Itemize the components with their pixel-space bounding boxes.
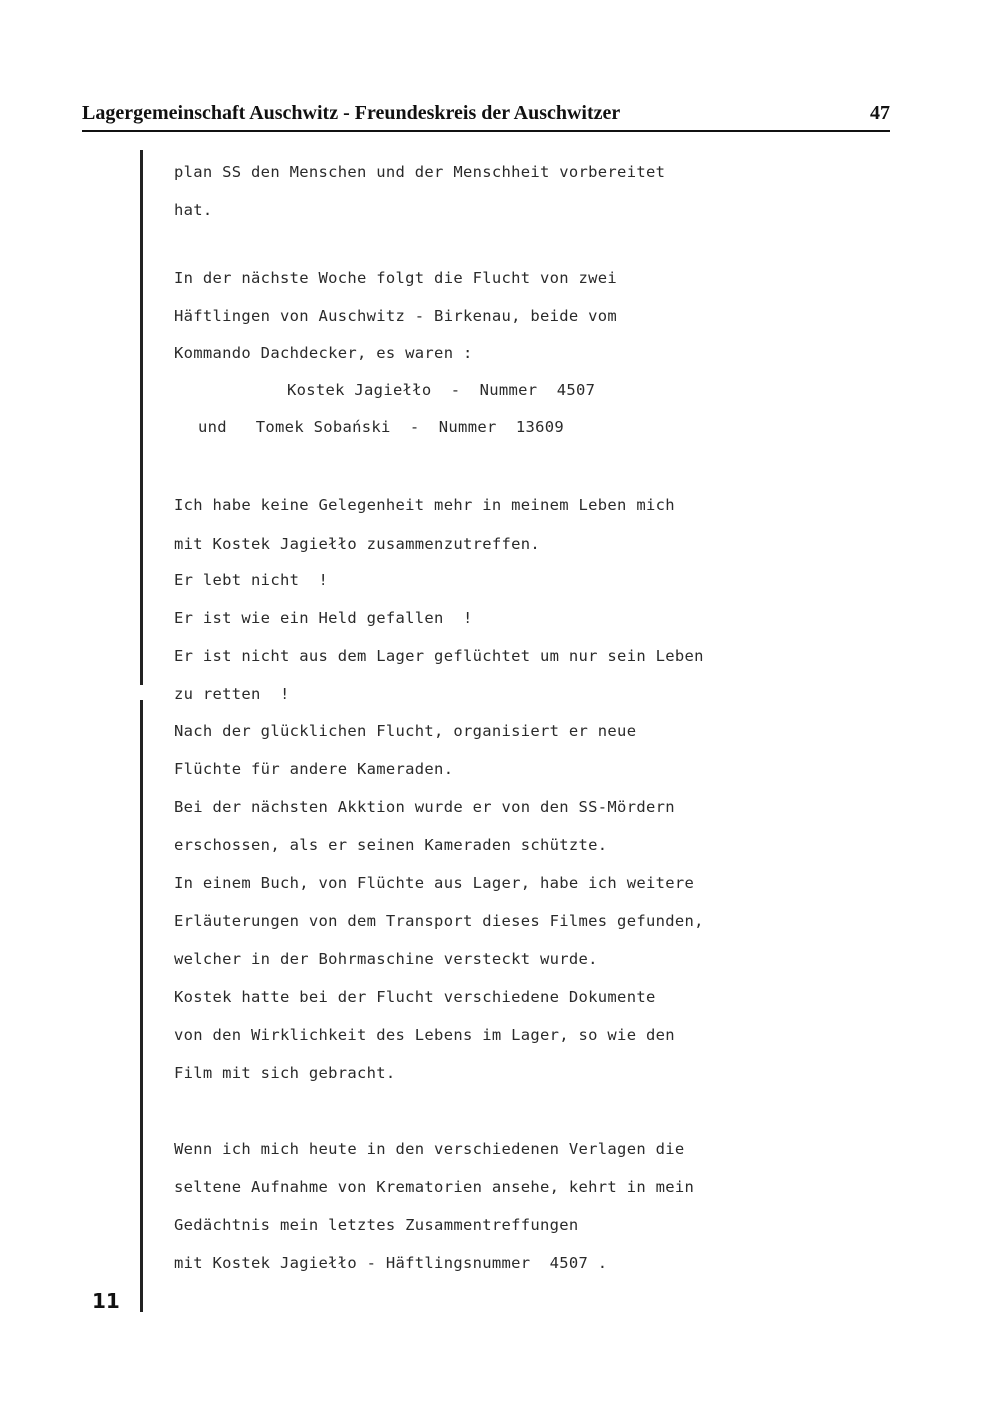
margin-bar-lower — [140, 700, 143, 1312]
text-line: mit Kostek Jagiełło zusammenzutreffen. — [174, 535, 541, 553]
margin-page-number: 11 — [92, 1289, 120, 1313]
text-line: von den Wirklichkeit des Lebens im Lager, so wie den — [174, 1026, 675, 1044]
text-line: Kostek hatte bei der Flucht verschiedene Dokumente — [174, 988, 656, 1006]
text-line: plan SS den Menschen und der Menschheit vorbereitet — [174, 163, 666, 181]
text-line: Kommando Dachdecker, es waren : — [174, 344, 473, 362]
text-line: In der nächste Woche folgt die Flucht von zwei — [174, 269, 618, 287]
running-title: Lagergemeinschaft Auschwitz - Freundeskreis der Auschwitzer — [82, 102, 621, 124]
text-line: und Tomek Sobański - Nummer 13609 — [198, 418, 565, 436]
text-line: Film mit sich gebracht. — [174, 1064, 396, 1082]
text-line: seltene Aufnahme von Krematorien ansehe, kehrt in mein — [174, 1178, 695, 1196]
text-line: welcher in der Bohrmaschine versteckt wurde. — [174, 950, 598, 968]
text-line: Bei der nächsten Akktion wurde er von den SS-Mördern — [174, 798, 675, 816]
page-number: 47 — [870, 102, 890, 124]
text-line: In einem Buch, von Flüchte aus Lager, habe ich weitere — [174, 874, 695, 892]
text-line: Nach der glücklichen Flucht, organisiert er neue — [174, 722, 637, 740]
text-line: Flüchte für andere Kameraden. — [174, 760, 454, 778]
text-line: zu retten ! — [174, 685, 290, 703]
text-line: Er ist nicht aus dem Lager geflüchtet um nur sein Leben — [174, 647, 704, 665]
text-line: Wenn ich mich heute in den verschiedenen Verlagen die — [174, 1140, 685, 1158]
text-line: Kostek Jagiełło - Nummer 4507 — [287, 381, 596, 399]
text-line: mit Kostek Jagiełło - Häftlingsnummer 4507 . — [174, 1254, 608, 1272]
text-line: Häftlingen von Auschwitz - Birkenau, beide vom — [174, 307, 618, 325]
text-line: hat. — [174, 201, 213, 219]
page-header — [82, 100, 890, 132]
text-line: Gedächtnis mein letztes Zusammentreffungen — [174, 1216, 579, 1234]
text-line: Ich habe keine Gelegenheit mehr in meinem Leben mich — [174, 496, 675, 514]
text-line: Er ist wie ein Held gefallen ! — [174, 609, 473, 627]
margin-bar-upper — [140, 150, 143, 685]
text-line: Erläuterungen von dem Transport dieses Filmes gefunden, — [174, 912, 704, 930]
text-line: erschossen, als er seinen Kameraden schützte. — [174, 836, 608, 854]
text-line: Er lebt nicht ! — [174, 571, 329, 589]
